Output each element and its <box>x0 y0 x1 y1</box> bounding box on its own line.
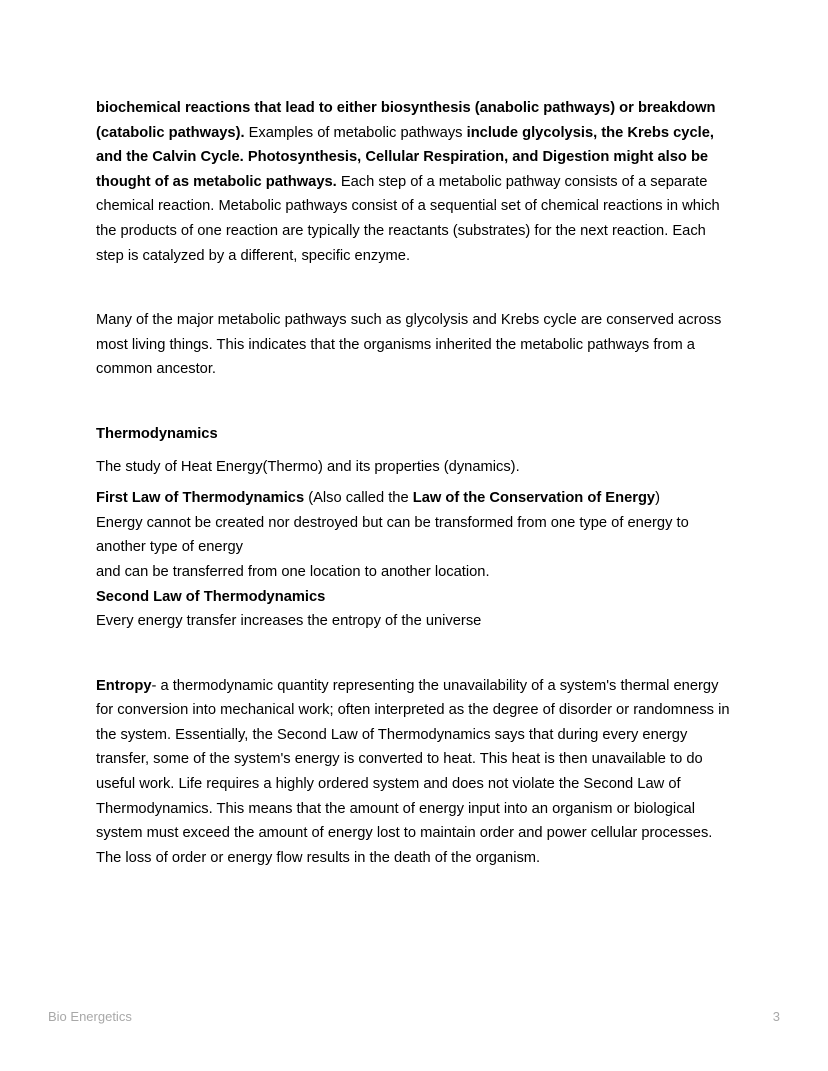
document-body <box>96 96 732 870</box>
thermodynamics-definition <box>96 455 732 480</box>
conserved-pathways-paragraph <box>96 308 732 382</box>
text-run: Energy cannot be created nor destroyed but can be transformed from one type of energy to another type of energy <box>96 514 689 556</box>
page-footer <box>48 1008 780 1026</box>
text-run: Entropy <box>96 677 152 694</box>
text-run: Thermodynamics <box>96 425 218 442</box>
text-run: Examples of metabolic pathways <box>244 124 467 141</box>
laws-of-thermodynamics-paragraph <box>96 486 732 634</box>
text-run: (Also called the <box>304 490 413 507</box>
text-run: Each step of a metabolic pathway consists of a separate chemical reaction. Metabolic pathways consist of a sequential set of chemical reactions in which the products of one reaction are typically the reactants (substrates) for the next reaction. Each step is catalyzed by a different, specific enzyme. <box>96 173 720 264</box>
text-run: The study of Heat Energy(Thermo) and its properties (dynamics). <box>96 458 520 475</box>
footer-page-number: 3 <box>772 1009 780 1024</box>
text-run: biochemical reactions that lead to either biosynthesis (anabolic pathways) or breakdown (catabolic pathways). <box>96 100 716 141</box>
text-run: First Law of Thermodynamics <box>96 490 305 507</box>
text-run: include glycolysis, the Krebs cycle, and the Calvin Cycle. Photosynthesis, Cellular Respiration, and Digestion might also be thought of as metabolic pathways. <box>96 124 714 190</box>
intro-paragraph <box>96 96 732 268</box>
text-run: Every energy transfer increases the entropy of the universe <box>96 613 482 630</box>
text-run: - a thermodynamic quantity representing the unavailability of a system's thermal energy for conversion into mechanical work; often interpreted as the degree of disorder or randomness in the system. Essentially, the Second Law of Thermodynamics says that during every energy transfer, some of the system's energy is converted to heat. This heat is then unavailable to do useful work. Life requires a highly ordered system and does not violate the Second Law of Thermodynamics. This means that the amount of energy input into an organism or biological system must exceed the amount of energy lost to maintain order and power cellular processes. The loss of order or energy flow results in the death of the organism. <box>96 677 730 866</box>
thermodynamics-heading <box>96 422 732 447</box>
text-run: Second Law of Thermodynamics <box>96 588 326 605</box>
text-run: Law of the Conservation of Energy <box>412 490 656 507</box>
text-run: ) <box>655 490 660 507</box>
entropy-paragraph <box>96 674 732 871</box>
text-run: and can be transferred from one location to another location. <box>96 563 490 580</box>
footer-document-title: Bio Energetics <box>48 1009 132 1024</box>
text-run: Many of the major metabolic pathways such as glycolysis and Krebs cycle are conserved across most living things. This indicates that the organisms inherited the metabolic pathways from a common ancestor. <box>96 312 722 378</box>
